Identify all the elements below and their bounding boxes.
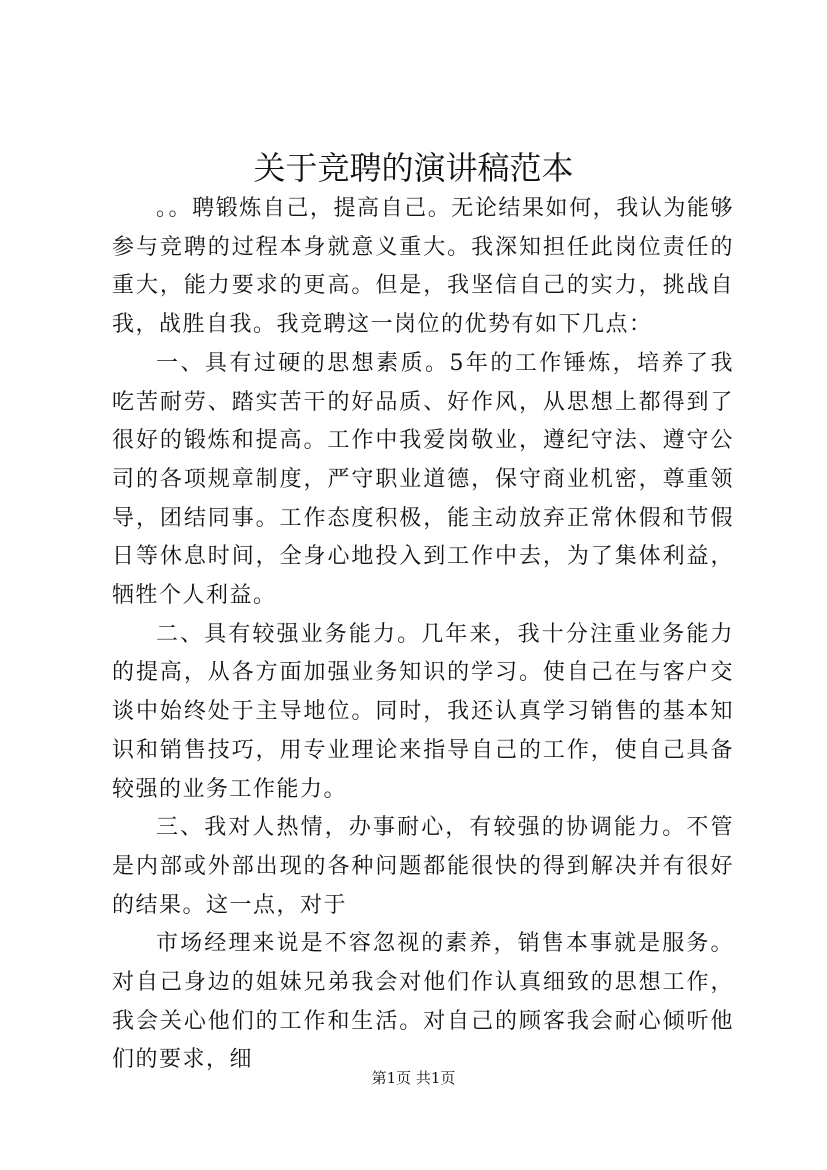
paragraph-5: 市场经理来说是不容忽视的素养，销售本事就是服务。对自己身边的姐妹兄弟我会对他们作认真细致的思想工作，我会关心他们的工作和生活。对自己的顾客我会耐心倾听他们的要求，细: [112, 931, 734, 1073]
document-title: 关于竞聘的演讲稿范本: [253, 149, 574, 187]
paragraph-2: 一、具有过硬的思想素质。5年的工作锤炼，培养了我吃苦耐劳、踏实苦干的好品质、好作风，从思想上都得到了很好的锻炼和提高。工作中我爱岗敬业，遵纪守法、遵守公司的各项规章制度，严守职业道德，保守商业机密，尊重领导，团结同事。工作态度积极，能主动放弃正常休假和节假日等休息时间，全身心地投入到工作中去，为了集体利益，牺牲个人利益。: [112, 350, 734, 609]
paragraph-4: 三、我对人热情，办事耐心，有较强的协调能力。不管是内部或外部出现的各种问题都能很快的得到解决并有很好的结果。这一点，对于: [112, 815, 734, 918]
page-footer: 第1页 共1页: [371, 1069, 456, 1087]
paragraph-3: 二、具有较强业务能力。几年来，我十分注重业务能力的提高，从各方面加强业务知识的学习。使自己在与客户交谈中始终处于主导地位。同时，我还认真学习销售的基本知识和销售技巧，用专业理论来指导自己的工作，使自己具备较强的业务工作能力。: [112, 621, 734, 802]
paragraph-1: 。。聘锻炼自己，提高自己。无论结果如何，我认为能够参与竞聘的过程本身就意义重大。我深知担任此岗位责任的重大，能力要求的更高。但是，我坚信自己的实力，挑战自我，战胜自我。我竞聘这一岗位的优势有如下几点：: [112, 196, 734, 338]
document-body: [112, 190, 734, 1080]
